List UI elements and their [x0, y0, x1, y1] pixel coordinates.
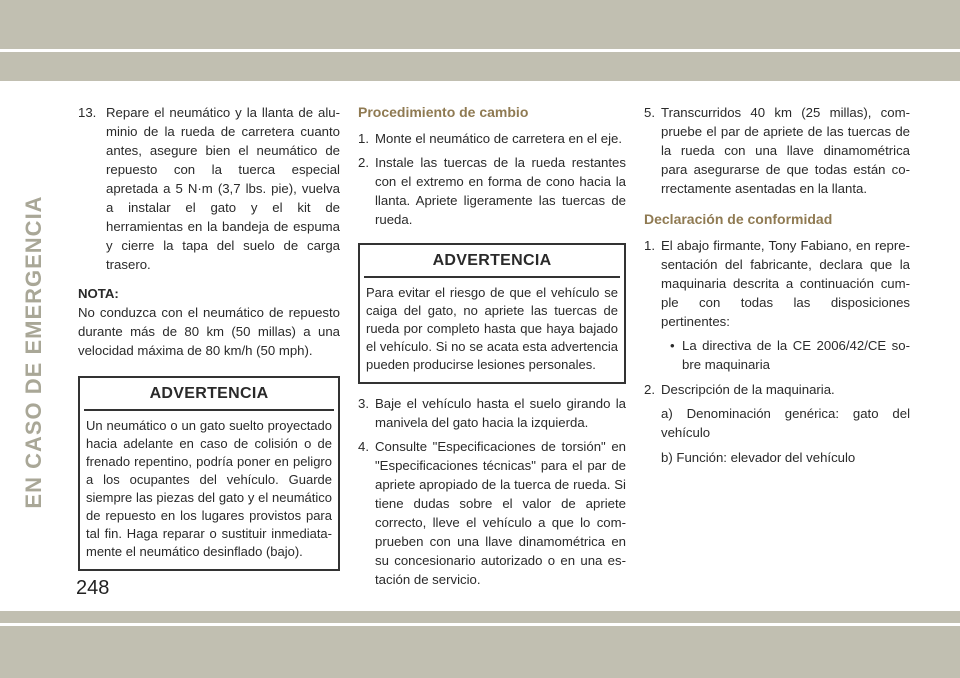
step-1 [358, 129, 626, 148]
step-number: 3. [358, 396, 369, 411]
declaration-item-2 [644, 380, 910, 399]
step-text: Baje el vehículo hasta el suelo girando la manivela del gato hacia la izquierda. [375, 396, 626, 430]
footer-stripe [0, 623, 960, 626]
step-text: Monte el neumático de carretera en el eje. [375, 131, 623, 146]
step-number: 13. [78, 105, 97, 120]
section-heading: Procedimiento de cambio [358, 104, 529, 120]
step-number: 4. [358, 439, 369, 454]
item-number: 2. [644, 382, 655, 397]
step-text: Transcurridos 40 km (25 millas), com- pruebe el par de apriete de las tuercas de la rueda con una llave dinamométrica para asegurarse de que todas están co- rrectamente asentadas en la llanta. [661, 105, 910, 196]
warning-text: Para evitar el riesgo de que el vehículo se caiga del gato, no apriete las tuercas de rueda por completo hasta que haya bajado el vehículo. Si no se acata esta advertencia pueden producirse lesiones personales. [366, 285, 618, 372]
warning-box [358, 243, 626, 384]
sub-item-b: b) Función: elevador del vehículo [661, 450, 856, 465]
warning-title: ADVERTENCIA [364, 245, 620, 278]
footer-band [0, 611, 960, 678]
page-number: 248 [76, 577, 110, 599]
item-text: El abajo firmante, Tony Fabiano, en repre- sentación del fabricante, declara que la maquinaria descrita a continuación cum- ple con todas las disposiciones pertinentes: [661, 238, 910, 329]
column-right [644, 103, 910, 473]
warning-box [78, 376, 340, 571]
step-13 [78, 103, 340, 274]
step-4 [358, 437, 626, 589]
section-heading: Declaración de conformidad [644, 211, 833, 227]
column-middle [358, 103, 626, 594]
step-3 [358, 394, 626, 432]
step-text: Repare el neumático y la llanta de alu- minio de la rueda de carretera cuanto antes, asegure bien el neumático de repuesto con la tuerca especial apretada a 5 N·m (3,7 lbs. pie), vuelva a instalar el gato y el kit de herramientas en la bandeja de espuma y cierre la tapa del suelo de carga trasero. [106, 105, 340, 272]
column-left [78, 103, 340, 571]
step-text: Consulte "Especificaciones de torsión" en "Especificaciones técnicas" para el par de apriete apropiado de la tuerca de rueda. Si tiene dudas sobre el valor de apriete correcto, lleve el vehículo a que lo com- prueben con una llave dinamométrica en su concesionario autorizado o en una es- tación de servicio. [375, 439, 626, 587]
warning-text: Un neumático o un gato suelto proyectado hacia adelante en caso de colisión o de frenado repentino, podría poner en peligro a los ocupantes del vehículo. Guarde siempre las piezas del gato y el neumático de repuesto en los lugares provistos para tal fin. Haga reparar o sustituir inmediata- mente el neumático desinflado (bajo). [86, 418, 332, 559]
note-title: NOTA: [78, 286, 119, 301]
step-number: 2. [358, 155, 369, 170]
step-5 [644, 103, 910, 198]
item-text: Descripción de la maquinaria. [661, 382, 835, 397]
sub-item-a: a) Denominación genérica: gato del vehículo [661, 406, 910, 440]
step-2 [358, 153, 626, 229]
header-stripe [0, 49, 960, 52]
warning-title: ADVERTENCIA [84, 378, 334, 411]
bullet-item [670, 336, 910, 374]
declaration-item-1 [644, 236, 910, 331]
bullet-text: La directiva de la CE 2006/42/CE so- bre maquinaria [682, 338, 910, 372]
header-band [0, 0, 960, 81]
step-number: 1. [358, 131, 369, 146]
section-side-title-text: EN CASO DE EMERGENCIA [21, 195, 46, 509]
item-number: 1. [644, 238, 655, 253]
note-text: No conduzca con el neumático de repuesto durante más de 80 km (50 millas) a una velocidad máxima de 80 km/h (50 mph). [78, 305, 340, 358]
step-number: 5. [644, 105, 655, 120]
bullet-icon: • [670, 338, 675, 353]
step-text: Instale las tuercas de la rueda restantes con el extremo en forma de cono hacia la llanta. Apriete ligeramente las tuercas de rueda. [375, 155, 626, 227]
